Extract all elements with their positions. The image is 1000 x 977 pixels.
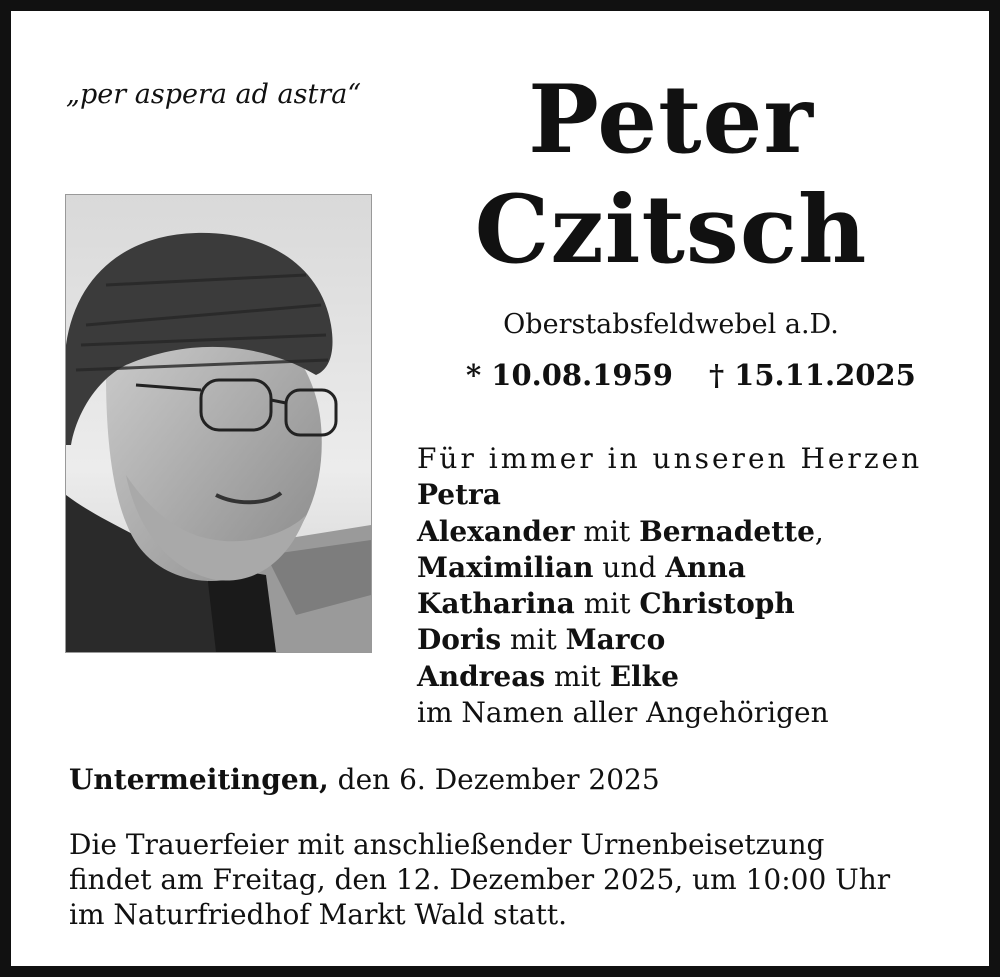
last-name: Czitsch xyxy=(474,175,868,285)
service-line-2: findet am Freitag, den 12. Dezember 2025, um 10:00 Uhr xyxy=(69,863,891,896)
death-cross-icon: † xyxy=(709,358,725,392)
death-date: 15.11.2025 xyxy=(734,358,916,392)
portrait-photo xyxy=(65,194,372,653)
service-line-1: Die Trauerfeier mit anschließender Urnenbeisetzung xyxy=(69,828,825,861)
mourner-partner-name: Bernadette xyxy=(639,514,815,548)
service-details xyxy=(69,827,890,932)
mourner-connector: mit xyxy=(574,587,640,621)
mourner-connector: mit xyxy=(545,659,610,693)
announcement-date: den 6. Dezember 2025 xyxy=(328,763,660,796)
mourner-name: Petra xyxy=(417,478,501,512)
mourner-partner-name: Marco xyxy=(565,623,666,657)
birth-date-line xyxy=(466,358,673,392)
mourner-connector: und xyxy=(593,550,666,584)
portrait-illustration-icon xyxy=(66,195,371,652)
mourner-name: Alexander xyxy=(417,514,575,548)
mourner-name: Katharina xyxy=(417,587,575,621)
mourner-name: Doris xyxy=(417,623,502,657)
first-name: Peter xyxy=(528,65,814,175)
mourner-connector: mit xyxy=(501,623,566,657)
mourner-line xyxy=(417,622,922,658)
mourner-line xyxy=(417,514,922,550)
birth-star-icon: * xyxy=(466,358,482,392)
mourners-closing: im Namen aller Angehörigen xyxy=(417,696,829,730)
motto: „per aspera ad astra“ xyxy=(66,79,362,110)
mourner-line xyxy=(417,586,922,622)
mourner-partner-name: Anna xyxy=(665,550,746,584)
mourner-name: Andreas xyxy=(417,659,546,693)
town-name: Untermeitingen, xyxy=(69,763,329,796)
mourner-connector: mit xyxy=(574,514,640,548)
rank: Oberstabsfeldwebel a.D. xyxy=(503,309,839,340)
death-date-line xyxy=(709,358,916,392)
mourner-name: Maximilian xyxy=(417,550,594,584)
mourner-partner-name: Christoph xyxy=(639,587,795,621)
mourner-line xyxy=(417,659,922,695)
service-line-3: im Naturfriedhof Markt Wald statt. xyxy=(69,898,568,931)
mourner-partner-name: Elke xyxy=(609,659,679,693)
mourner-tail: , xyxy=(814,514,824,548)
birth-date: 10.08.1959 xyxy=(491,358,673,392)
mourner-line xyxy=(417,477,922,513)
mourners-heading: Für immer in unseren Herzen xyxy=(417,442,923,475)
mourners-block xyxy=(417,441,922,731)
mourner-line xyxy=(417,550,922,586)
place-date-line xyxy=(69,763,660,796)
